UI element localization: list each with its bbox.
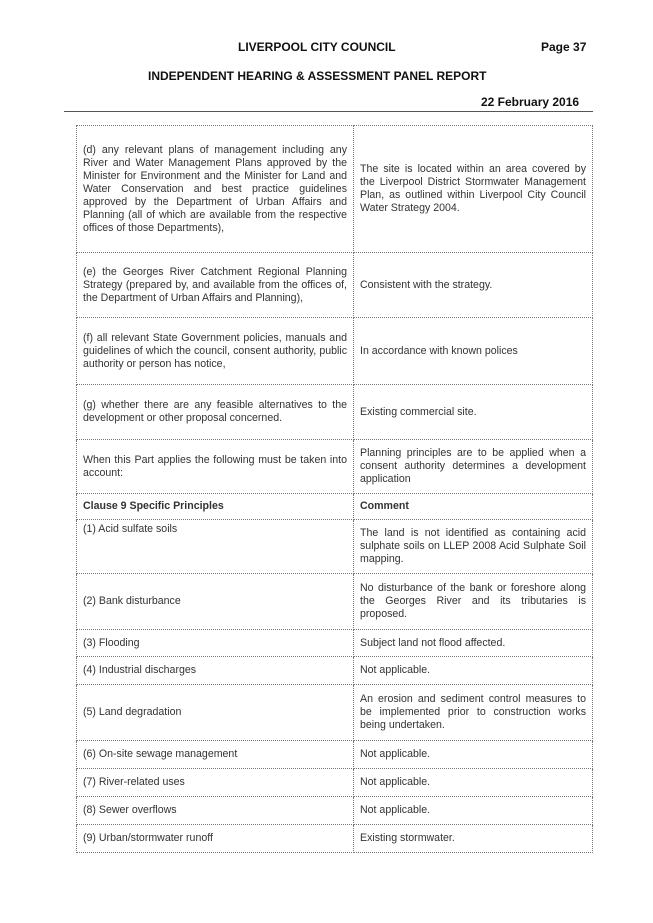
table-row <box>77 630 593 657</box>
comment-cell: No disturbance of the bank or foreshore along the Georges River and its tributaries is proposed. <box>354 574 593 630</box>
report-date: 22 February 2016 <box>481 95 580 109</box>
comment-cell: Not applicable. <box>354 769 593 797</box>
table-row <box>77 520 593 574</box>
table-row <box>77 769 593 797</box>
comment-cell: The site is located within an area covered by the Liverpool District Stormwater Management Plan, as outlined within Liverpool City Council Water Strategy 2004. <box>354 126 593 253</box>
table-row <box>77 797 593 825</box>
table-row <box>77 440 593 494</box>
header-rule <box>64 111 593 112</box>
table-row <box>77 741 593 769</box>
criterion-cell: (8) Sewer overflows <box>77 797 354 825</box>
criterion-cell: (f) all relevant State Government policies, manuals and guidelines of which the council, consent authority, public authority or person has notice, <box>77 318 354 385</box>
criterion-cell: (5) Land degradation <box>77 685 354 741</box>
criterion-cell: (4) Industrial discharges <box>77 657 354 685</box>
table-row <box>77 126 593 253</box>
table-row <box>77 685 593 741</box>
comment-cell: Existing commercial site. <box>354 385 593 440</box>
comment-cell: Subject land not flood affected. <box>354 630 593 657</box>
comment-cell: Consistent with the strategy. <box>354 253 593 318</box>
comment-heading: Comment <box>354 494 593 520</box>
page-number: Page 37 <box>541 40 587 54</box>
comment-cell: Not applicable. <box>354 657 593 685</box>
criterion-cell: When this Part applies the following must be taken into account: <box>77 440 354 494</box>
comment-cell: Existing stormwater. <box>354 825 593 853</box>
table-row <box>77 253 593 318</box>
council-name: LIVERPOOL CITY COUNCIL <box>238 40 396 54</box>
comment-cell: Planning principles are to be applied when a consent authority determines a development application <box>354 440 593 494</box>
comment-cell: The land is not identified as containing acid sulphate soils on LLEP 2008 Acid Sulphate Soil mapping. <box>354 520 593 574</box>
table-header-row <box>77 494 593 520</box>
criterion-cell: (3) Flooding <box>77 630 354 657</box>
principles-heading: Clause 9 Specific Principles <box>77 494 354 520</box>
criterion-cell: (2) Bank disturbance <box>77 574 354 630</box>
criterion-cell: (g) whether there are any feasible alternatives to the development or other proposal concerned. <box>77 385 354 440</box>
comment-cell: An erosion and sediment control measures to be implemented prior to construction works being undertaken. <box>354 685 593 741</box>
comment-cell: In accordance with known polices <box>354 318 593 385</box>
table-row <box>77 574 593 630</box>
criterion-cell: (1) Acid sulfate soils <box>77 520 354 574</box>
criterion-cell: (6) On-site sewage management <box>77 741 354 769</box>
comment-cell: Not applicable. <box>354 797 593 825</box>
assessment-table <box>76 125 593 853</box>
table-row <box>77 657 593 685</box>
criterion-cell: (9) Urban/stormwater runoff <box>77 825 354 853</box>
table-row <box>77 825 593 853</box>
comment-cell: Not applicable. <box>354 741 593 769</box>
report-title: INDEPENDENT HEARING & ASSESSMENT PANEL REPORT <box>148 69 487 83</box>
criterion-cell: (d) any relevant plans of management including any River and Water Management Plans approved by the Minister for Environment and the Minister for Land and Water Conservation and best practice guidelines approved by the Department of Urban Affairs and Planning (all of which are available from the respective offices of those Departments), <box>77 126 354 253</box>
table-row <box>77 318 593 385</box>
criterion-cell: (7) River-related uses <box>77 769 354 797</box>
table-row <box>77 385 593 440</box>
criterion-cell: (e) the Georges River Catchment Regional Planning Strategy (prepared by, and available from the offices of, the Department of Urban Affairs and Planning), <box>77 253 354 318</box>
